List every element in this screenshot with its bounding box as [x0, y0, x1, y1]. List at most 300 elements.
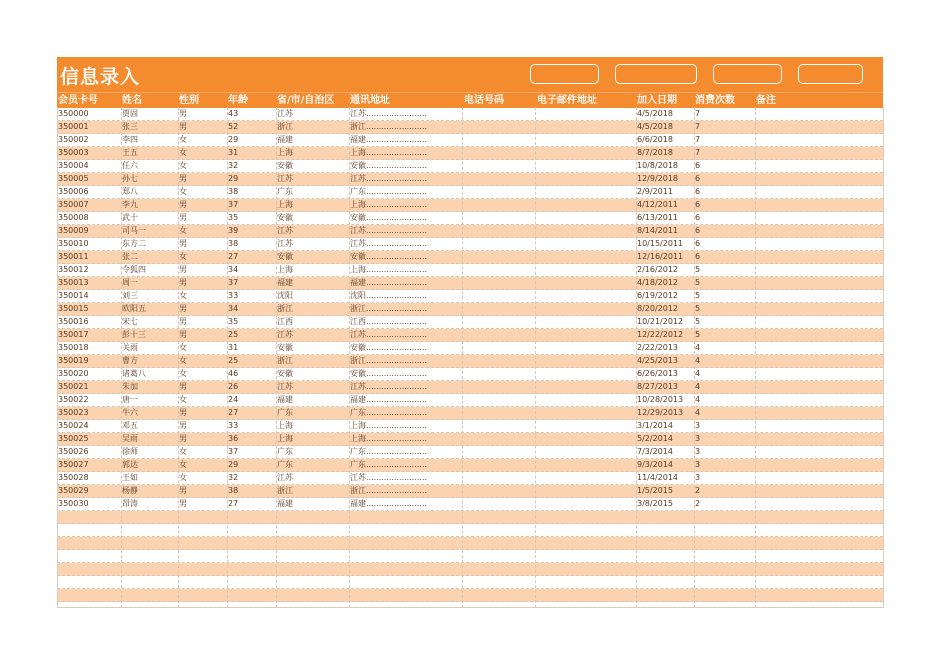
- cell-join-date[interactable]: 5/2/2014: [637, 434, 673, 443]
- cell-join-date[interactable]: 9/3/2014: [637, 460, 673, 469]
- cell-visits[interactable]: 4: [695, 356, 701, 365]
- cell-join-date[interactable]: 12/22/2012: [637, 330, 684, 339]
- cell-email[interactable]: [536, 342, 635, 354]
- cell-card-number[interactable]: 350007: [58, 200, 89, 209]
- cell-visits[interactable]: 4: [695, 408, 701, 417]
- cell-card-number[interactable]: 350030: [58, 499, 89, 508]
- cell-email[interactable]: [536, 472, 635, 484]
- header-col-join-date[interactable]: 加入日期: [637, 95, 677, 106]
- cell-join-date[interactable]: 10/8/2018: [637, 161, 679, 170]
- cell-name[interactable]: 王如: [122, 473, 138, 482]
- cell-visits[interactable]: 6: [695, 161, 701, 170]
- cell-card-number[interactable]: 350013: [58, 278, 89, 287]
- cell-address[interactable]: 江苏........................: [350, 330, 428, 339]
- cell-province[interactable]: [277, 524, 348, 536]
- cell-email[interactable]: [536, 264, 635, 276]
- cell-notes[interactable]: [756, 407, 881, 419]
- cell-province[interactable]: 福建: [277, 278, 293, 287]
- banner-button-4[interactable]: [798, 64, 863, 84]
- cell-name[interactable]: 郑八: [122, 187, 138, 196]
- cell-age[interactable]: 32: [228, 161, 239, 170]
- cell-province[interactable]: 江苏: [277, 473, 293, 482]
- cell-age[interactable]: 37: [228, 278, 239, 287]
- cell-address[interactable]: 广东........................: [350, 408, 428, 417]
- cell-phone[interactable]: [463, 342, 534, 354]
- cell-age[interactable]: 38: [228, 486, 239, 495]
- banner-button-3[interactable]: [713, 64, 782, 84]
- cell-province[interactable]: 江苏: [277, 330, 293, 339]
- cell-visits[interactable]: 4: [695, 382, 701, 391]
- cell-phone[interactable]: [463, 108, 534, 120]
- cell-phone[interactable]: [463, 199, 534, 211]
- banner-button-2[interactable]: [615, 64, 697, 84]
- cell-gender[interactable]: 女: [179, 226, 187, 235]
- cell-gender[interactable]: 女: [179, 473, 187, 482]
- cell-address[interactable]: 江苏........................: [350, 382, 428, 391]
- cell-province[interactable]: 上海: [277, 434, 293, 443]
- cell-notes[interactable]: [756, 173, 881, 185]
- cell-notes[interactable]: [756, 186, 881, 198]
- cell-province[interactable]: 上海: [277, 265, 293, 274]
- header-col-visits[interactable]: 消费次数: [695, 95, 735, 106]
- cell-visits[interactable]: 3: [695, 460, 701, 469]
- cell-phone[interactable]: [463, 225, 534, 237]
- cell-visits[interactable]: 3: [695, 447, 701, 456]
- header-col-gender[interactable]: 性别: [179, 95, 199, 106]
- cell-phone[interactable]: [463, 277, 534, 289]
- cell-join-date[interactable]: [637, 537, 693, 549]
- cell-join-date[interactable]: 8/27/2013: [637, 382, 679, 391]
- cell-phone[interactable]: [463, 251, 534, 263]
- cell-card-number[interactable]: 350022: [58, 395, 89, 404]
- cell-gender[interactable]: 男: [179, 304, 187, 313]
- cell-gender[interactable]: 男: [179, 278, 187, 287]
- cell-notes[interactable]: [756, 303, 881, 315]
- cell-email[interactable]: [536, 199, 635, 211]
- cell-phone[interactable]: [463, 537, 534, 549]
- cell-phone[interactable]: [463, 550, 534, 562]
- header-col-phone[interactable]: 电话号码: [464, 95, 504, 106]
- cell-visits[interactable]: [695, 511, 754, 523]
- cell-visits[interactable]: 6: [695, 213, 701, 222]
- cell-notes[interactable]: [756, 329, 881, 341]
- cell-card-number[interactable]: 350026: [58, 447, 89, 456]
- cell-address[interactable]: 广东........................: [350, 447, 428, 456]
- cell-gender[interactable]: 男: [179, 239, 187, 248]
- cell-age[interactable]: [228, 576, 275, 588]
- cell-phone[interactable]: [463, 485, 534, 497]
- cell-province[interactable]: 上海: [277, 200, 293, 209]
- cell-phone[interactable]: [463, 498, 534, 510]
- cell-visits[interactable]: [695, 589, 754, 601]
- cell-gender[interactable]: 女: [179, 187, 187, 196]
- cell-phone[interactable]: [463, 355, 534, 367]
- cell-province[interactable]: 江苏: [277, 226, 293, 235]
- cell-join-date[interactable]: 10/15/2011: [637, 239, 684, 248]
- cell-notes[interactable]: [756, 498, 881, 510]
- cell-address[interactable]: 浙江........................: [350, 486, 428, 495]
- cell-address[interactable]: 江苏........................: [350, 239, 428, 248]
- cell-notes[interactable]: [756, 251, 881, 263]
- cell-card-number[interactable]: 350003: [58, 148, 89, 157]
- cell-notes[interactable]: [756, 459, 881, 471]
- cell-visits[interactable]: [695, 576, 754, 588]
- cell-name[interactable]: [122, 563, 177, 575]
- cell-phone[interactable]: [463, 589, 534, 601]
- cell-notes[interactable]: [756, 446, 881, 458]
- cell-age[interactable]: 27: [228, 252, 239, 261]
- cell-age[interactable]: 36: [228, 434, 239, 443]
- cell-address[interactable]: 福建........................: [350, 135, 428, 144]
- cell-join-date[interactable]: [637, 563, 693, 575]
- cell-email[interactable]: [536, 381, 635, 393]
- cell-age[interactable]: 43: [228, 109, 239, 118]
- cell-email[interactable]: [536, 563, 635, 575]
- cell-name[interactable]: 司马一: [122, 226, 146, 235]
- cell-join-date[interactable]: [637, 576, 693, 588]
- banner-button-1[interactable]: [530, 64, 599, 84]
- cell-email[interactable]: [536, 277, 635, 289]
- cell-province[interactable]: 浙江: [277, 122, 293, 131]
- cell-age[interactable]: [228, 537, 275, 549]
- cell-phone[interactable]: [463, 459, 534, 471]
- cell-phone[interactable]: [463, 316, 534, 328]
- cell-address[interactable]: [350, 589, 461, 601]
- cell-province[interactable]: 江苏: [277, 109, 293, 118]
- cell-join-date[interactable]: 12/29/2013: [637, 408, 684, 417]
- cell-name[interactable]: [122, 576, 177, 588]
- cell-visits[interactable]: 7: [695, 109, 701, 118]
- cell-notes[interactable]: [756, 589, 881, 601]
- cell-visits[interactable]: 5: [695, 304, 701, 313]
- cell-email[interactable]: [536, 173, 635, 185]
- cell-email[interactable]: [536, 316, 635, 328]
- cell-province[interactable]: 广东: [277, 187, 293, 196]
- cell-address[interactable]: 上海........................: [350, 200, 428, 209]
- cell-name[interactable]: 彭十三: [122, 330, 146, 339]
- cell-join-date[interactable]: [637, 524, 693, 536]
- cell-province[interactable]: 江苏: [277, 382, 293, 391]
- cell-address[interactable]: 上海........................: [350, 434, 428, 443]
- cell-name[interactable]: 诸葛八: [122, 369, 146, 378]
- cell-notes[interactable]: [756, 147, 881, 159]
- cell-age[interactable]: 32: [228, 473, 239, 482]
- cell-visits[interactable]: [695, 563, 754, 575]
- header-col-card-number[interactable]: 会员卡号: [58, 95, 98, 106]
- cell-notes[interactable]: [756, 238, 881, 250]
- cell-notes[interactable]: [756, 108, 881, 120]
- cell-join-date[interactable]: 4/12/2011: [637, 200, 679, 209]
- cell-address[interactable]: 广东........................: [350, 187, 428, 196]
- cell-address[interactable]: 江苏........................: [350, 174, 428, 183]
- cell-email[interactable]: [536, 212, 635, 224]
- cell-name[interactable]: [122, 550, 177, 562]
- cell-gender[interactable]: 女: [179, 356, 187, 365]
- cell-name[interactable]: 朱加: [122, 382, 138, 391]
- cell-phone[interactable]: [463, 134, 534, 146]
- cell-card-number[interactable]: 350025: [58, 434, 89, 443]
- cell-email[interactable]: [536, 446, 635, 458]
- cell-card-number[interactable]: 350015: [58, 304, 89, 313]
- cell-province[interactable]: 安徽: [277, 252, 293, 261]
- cell-notes[interactable]: [756, 121, 881, 133]
- cell-gender[interactable]: 男: [179, 499, 187, 508]
- cell-name[interactable]: 令狐四: [122, 265, 146, 274]
- cell-province[interactable]: 安徽: [277, 161, 293, 170]
- cell-province[interactable]: 广东: [277, 408, 293, 417]
- cell-notes[interactable]: [756, 485, 881, 497]
- cell-visits[interactable]: 6: [695, 187, 701, 196]
- cell-address[interactable]: 沈阳........................: [350, 291, 428, 300]
- cell-name[interactable]: 张二: [122, 252, 138, 261]
- cell-card-number[interactable]: 350008: [58, 213, 89, 222]
- cell-gender[interactable]: 女: [179, 369, 187, 378]
- cell-join-date[interactable]: 6/13/2011: [637, 213, 679, 222]
- cell-email[interactable]: [536, 576, 635, 588]
- cell-province[interactable]: [277, 537, 348, 549]
- cell-email[interactable]: [536, 147, 635, 159]
- cell-address[interactable]: [350, 576, 461, 588]
- cell-age[interactable]: 34: [228, 265, 239, 274]
- cell-phone[interactable]: [463, 563, 534, 575]
- cell-province[interactable]: 安徽: [277, 343, 293, 352]
- cell-visits[interactable]: 4: [695, 369, 701, 378]
- cell-gender[interactable]: [179, 537, 226, 549]
- cell-gender[interactable]: 男: [179, 421, 187, 430]
- cell-address[interactable]: 浙江........................: [350, 356, 428, 365]
- cell-gender[interactable]: 男: [179, 122, 187, 131]
- cell-address[interactable]: 安徽........................: [350, 369, 428, 378]
- header-col-address[interactable]: 通讯地址: [350, 95, 390, 106]
- cell-notes[interactable]: [756, 563, 881, 575]
- cell-phone[interactable]: [463, 121, 534, 133]
- cell-email[interactable]: [536, 355, 635, 367]
- cell-gender[interactable]: 男: [179, 265, 187, 274]
- cell-visits[interactable]: 6: [695, 239, 701, 248]
- cell-join-date[interactable]: 6/19/2012: [637, 291, 679, 300]
- cell-address[interactable]: 福建........................: [350, 395, 428, 404]
- header-col-email[interactable]: 电子邮件地址: [537, 95, 597, 106]
- cell-age[interactable]: 37: [228, 200, 239, 209]
- cell-age[interactable]: 38: [228, 239, 239, 248]
- cell-card-number[interactable]: [58, 563, 120, 575]
- cell-email[interactable]: [536, 251, 635, 263]
- cell-email[interactable]: [536, 498, 635, 510]
- cell-name[interactable]: 唐一: [122, 395, 138, 404]
- cell-join-date[interactable]: 6/26/2013: [637, 369, 679, 378]
- cell-age[interactable]: [228, 524, 275, 536]
- cell-province[interactable]: 沈阳: [277, 291, 293, 300]
- cell-email[interactable]: [536, 459, 635, 471]
- cell-name[interactable]: 吴雨: [122, 434, 138, 443]
- cell-phone[interactable]: [463, 407, 534, 419]
- cell-age[interactable]: 25: [228, 356, 239, 365]
- cell-visits[interactable]: 6: [695, 174, 701, 183]
- cell-visits[interactable]: [695, 537, 754, 549]
- cell-province[interactable]: 福建: [277, 499, 293, 508]
- cell-province[interactable]: [277, 550, 348, 562]
- cell-gender[interactable]: 男: [179, 408, 187, 417]
- cell-notes[interactable]: [756, 316, 881, 328]
- header-col-notes[interactable]: 备注: [756, 95, 776, 106]
- cell-card-number[interactable]: 350021: [58, 382, 89, 391]
- cell-address[interactable]: [350, 511, 461, 523]
- cell-name[interactable]: [122, 537, 177, 549]
- cell-card-number[interactable]: 350002: [58, 135, 89, 144]
- cell-notes[interactable]: [756, 212, 881, 224]
- cell-join-date[interactable]: 8/20/2012: [637, 304, 679, 313]
- cell-address[interactable]: 上海........................: [350, 148, 428, 157]
- cell-province[interactable]: [277, 589, 348, 601]
- cell-age[interactable]: 29: [228, 460, 239, 469]
- cell-visits[interactable]: 7: [695, 135, 701, 144]
- cell-name[interactable]: 杨静: [122, 486, 138, 495]
- cell-join-date[interactable]: 1/5/2015: [637, 486, 673, 495]
- cell-card-number[interactable]: 350012: [58, 265, 89, 274]
- cell-email[interactable]: [536, 238, 635, 250]
- cell-phone[interactable]: [463, 173, 534, 185]
- cell-visits[interactable]: 5: [695, 330, 701, 339]
- cell-notes[interactable]: [756, 199, 881, 211]
- cell-age[interactable]: 31: [228, 343, 239, 352]
- cell-join-date[interactable]: 4/18/2012: [637, 278, 679, 287]
- cell-join-date[interactable]: 2/9/2011: [637, 187, 673, 196]
- cell-province[interactable]: [277, 563, 348, 575]
- cell-name[interactable]: [122, 511, 177, 523]
- cell-phone[interactable]: [463, 433, 534, 445]
- cell-age[interactable]: 27: [228, 408, 239, 417]
- cell-notes[interactable]: [756, 160, 881, 172]
- cell-name[interactable]: [122, 589, 177, 601]
- cell-name[interactable]: 刘三: [122, 291, 138, 300]
- cell-card-number[interactable]: 350014: [58, 291, 89, 300]
- cell-province[interactable]: 浙江: [277, 486, 293, 495]
- cell-card-number[interactable]: [58, 537, 120, 549]
- cell-card-number[interactable]: [58, 511, 120, 523]
- cell-phone[interactable]: [463, 186, 534, 198]
- cell-visits[interactable]: 7: [695, 122, 701, 131]
- cell-join-date[interactable]: 8/7/2018: [637, 148, 673, 157]
- cell-name[interactable]: 贾固: [122, 109, 138, 118]
- cell-card-number[interactable]: 350004: [58, 161, 89, 170]
- cell-age[interactable]: 39: [228, 226, 239, 235]
- cell-email[interactable]: [536, 433, 635, 445]
- cell-notes[interactable]: [756, 537, 881, 549]
- cell-card-number[interactable]: 350029: [58, 486, 89, 495]
- cell-notes[interactable]: [756, 381, 881, 393]
- cell-address[interactable]: [350, 524, 461, 536]
- cell-card-number[interactable]: 350020: [58, 369, 89, 378]
- cell-name[interactable]: 武十: [122, 213, 138, 222]
- cell-province[interactable]: 安徽: [277, 213, 293, 222]
- cell-name[interactable]: 宋七: [122, 317, 138, 326]
- cell-card-number[interactable]: 350018: [58, 343, 89, 352]
- cell-email[interactable]: [536, 225, 635, 237]
- header-col-name[interactable]: 姓名: [122, 95, 142, 106]
- cell-email[interactable]: [536, 407, 635, 419]
- cell-age[interactable]: 25: [228, 330, 239, 339]
- cell-visits[interactable]: [695, 550, 754, 562]
- cell-join-date[interactable]: 2/16/2012: [637, 265, 679, 274]
- cell-notes[interactable]: [756, 394, 881, 406]
- cell-visits[interactable]: [695, 524, 754, 536]
- cell-card-number[interactable]: 350010: [58, 239, 89, 248]
- cell-name[interactable]: 李四: [122, 135, 138, 144]
- cell-phone[interactable]: [463, 329, 534, 341]
- cell-name[interactable]: 任六: [122, 161, 138, 170]
- cell-province[interactable]: [277, 576, 348, 588]
- cell-address[interactable]: 安徽........................: [350, 343, 428, 352]
- cell-name[interactable]: 王五: [122, 148, 138, 157]
- cell-email[interactable]: [536, 394, 635, 406]
- cell-email[interactable]: [536, 368, 635, 380]
- cell-join-date[interactable]: 3/8/2015: [637, 499, 673, 508]
- cell-gender[interactable]: 男: [179, 382, 187, 391]
- cell-age[interactable]: 33: [228, 291, 239, 300]
- cell-email[interactable]: [536, 329, 635, 341]
- cell-card-number[interactable]: 350000: [58, 109, 89, 118]
- cell-email[interactable]: [536, 485, 635, 497]
- cell-age[interactable]: [228, 563, 275, 575]
- cell-email[interactable]: [536, 524, 635, 536]
- cell-name[interactable]: 周一: [122, 278, 138, 287]
- cell-province[interactable]: 浙江: [277, 304, 293, 313]
- cell-join-date[interactable]: 2/22/2013: [637, 343, 679, 352]
- cell-notes[interactable]: [756, 355, 881, 367]
- cell-address[interactable]: [350, 537, 461, 549]
- cell-address[interactable]: [350, 563, 461, 575]
- header-col-age[interactable]: 年龄: [228, 95, 248, 106]
- cell-age[interactable]: 37: [228, 447, 239, 456]
- cell-province[interactable]: 上海: [277, 148, 293, 157]
- cell-email[interactable]: [536, 550, 635, 562]
- cell-gender[interactable]: 男: [179, 486, 187, 495]
- cell-email[interactable]: [536, 108, 635, 120]
- cell-join-date[interactable]: [637, 589, 693, 601]
- cell-card-number[interactable]: 350017: [58, 330, 89, 339]
- cell-age[interactable]: 33: [228, 421, 239, 430]
- cell-visits[interactable]: 6: [695, 200, 701, 209]
- cell-age[interactable]: 35: [228, 213, 239, 222]
- cell-notes[interactable]: [756, 524, 881, 536]
- cell-address[interactable]: 江西........................: [350, 317, 428, 326]
- cell-phone[interactable]: [463, 446, 534, 458]
- cell-name[interactable]: 曹方: [122, 356, 138, 365]
- cell-gender[interactable]: 女: [179, 447, 187, 456]
- cell-card-number[interactable]: 350009: [58, 226, 89, 235]
- cell-province[interactable]: 广东: [277, 460, 293, 469]
- cell-gender[interactable]: 男: [179, 200, 187, 209]
- cell-address[interactable]: 广东........................: [350, 460, 428, 469]
- cell-name[interactable]: 邓五: [122, 421, 138, 430]
- cell-card-number[interactable]: 350023: [58, 408, 89, 417]
- cell-phone[interactable]: [463, 212, 534, 224]
- cell-card-number[interactable]: 350011: [58, 252, 89, 261]
- cell-name[interactable]: 郭达: [122, 460, 138, 469]
- cell-age[interactable]: 38: [228, 187, 239, 196]
- cell-join-date[interactable]: 4/25/2013: [637, 356, 679, 365]
- cell-card-number[interactable]: 350019: [58, 356, 89, 365]
- cell-address[interactable]: 安徽........................: [350, 213, 428, 222]
- cell-name[interactable]: 欧阳五: [122, 304, 146, 313]
- cell-gender[interactable]: 女: [179, 135, 187, 144]
- cell-phone[interactable]: [463, 472, 534, 484]
- cell-province[interactable]: 广东: [277, 447, 293, 456]
- cell-gender[interactable]: 男: [179, 109, 187, 118]
- cell-gender[interactable]: 男: [179, 174, 187, 183]
- cell-notes[interactable]: [756, 550, 881, 562]
- cell-gender[interactable]: [179, 550, 226, 562]
